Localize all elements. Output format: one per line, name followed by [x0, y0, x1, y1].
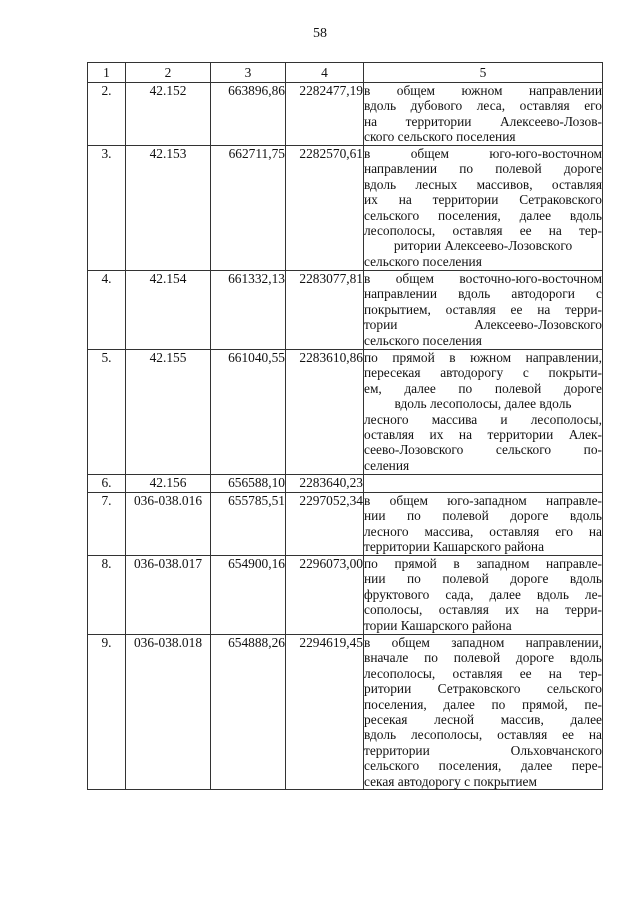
description-line: вдоль дубового леса, оставляя его — [364, 98, 602, 114]
table-row — [88, 350, 603, 475]
coord-y: 2282570,61 — [286, 146, 364, 271]
row-number: 8. — [88, 556, 126, 635]
description-line: вдоль лесных массивов, оставляя — [364, 176, 602, 192]
description-line: направлении по полевой дороге — [364, 161, 602, 177]
description-line: ритории Алексеево-Лозовского — [393, 238, 573, 254]
description-line: секая автодорогу с покрытием — [364, 773, 537, 789]
description-line: в общем западном направлении, — [364, 635, 602, 650]
description-line: вдоль лесополосы, оставляя ее на — [364, 727, 602, 743]
row-number: 9. — [88, 635, 126, 790]
description-line: фруктового сада, далее вдоль ле- — [364, 586, 602, 602]
route-description — [364, 146, 603, 271]
header-col-2: 2 — [126, 63, 211, 83]
table-row — [88, 635, 603, 790]
description-line: по прямой в западном направле- — [364, 556, 602, 571]
coord-y: 2296073,00 — [286, 556, 364, 635]
description-line: в общем южном направлении — [364, 83, 602, 98]
description-line: лесополосы, оставляя ее на тер- — [364, 223, 602, 239]
table-row — [88, 493, 603, 556]
coord-x: 656588,10 — [211, 475, 286, 493]
description-line: лесного массива и лесополосы, — [364, 411, 602, 427]
table-header-row — [88, 63, 603, 83]
description-line: ем, далее по полевой дороге — [364, 380, 602, 396]
description-line: тории Кашарского района — [364, 617, 512, 633]
description-line: сополосы, оставляя их на терри- — [364, 602, 602, 618]
table-row — [88, 556, 603, 635]
point-code: 036-038.016 — [126, 493, 211, 556]
row-number: 6. — [88, 475, 126, 493]
row-number: 5. — [88, 350, 126, 475]
route-description — [364, 475, 603, 493]
description-line: их на территории Сетраковского — [364, 192, 602, 208]
description-line: сельского поселения, далее пере- — [364, 758, 602, 774]
description-line: ритории Сетраковского сельского — [364, 681, 602, 697]
table-row — [88, 475, 603, 493]
point-code: 42.153 — [126, 146, 211, 271]
description-line: поселения, далее по прямой, пе- — [364, 696, 602, 712]
description-line: территории Кашарского района — [364, 539, 545, 555]
route-description — [364, 556, 603, 635]
description-line: лесополосы, оставляя ее на тер- — [364, 665, 602, 681]
description-line: направлении вдоль автодороги с — [364, 286, 602, 302]
point-code: 42.156 — [126, 475, 211, 493]
description-line: покрытием, оставляя ее на терри- — [364, 301, 602, 317]
description-line: территории Ольховчанского — [364, 742, 602, 758]
point-code: 42.154 — [126, 271, 211, 350]
description-line: лесного массива, оставляя его на — [364, 523, 602, 539]
description-line: тории Алексеево-Лозовского — [364, 317, 602, 333]
description-line: сельского поселения — [364, 332, 482, 348]
description-line: сельского поселения — [364, 253, 482, 269]
row-number: 7. — [88, 493, 126, 556]
coord-x: 654900,16 — [211, 556, 286, 635]
coord-x: 663896,86 — [211, 83, 286, 146]
description-line: ресекая лесной массив, далее — [364, 712, 602, 728]
coord-y: 2282477,19 — [286, 83, 364, 146]
description-line: в общем юго-юго-восточном — [364, 146, 602, 161]
description-line: селения — [364, 457, 410, 473]
description-line: в общем восточно-юго-восточном — [364, 271, 602, 286]
table-row — [88, 146, 603, 271]
coord-x: 654888,26 — [211, 635, 286, 790]
description-line: по прямой в южном направлении, — [364, 350, 602, 365]
description-line: пересекая автодорогу с покрыти- — [364, 365, 602, 381]
point-code: 036-038.018 — [126, 635, 211, 790]
row-number: 4. — [88, 271, 126, 350]
description-line: оставляя их на территории Алек- — [364, 427, 602, 443]
route-description — [364, 83, 603, 146]
header-col-1: 1 — [88, 63, 126, 83]
coord-y: 2297052,34 — [286, 493, 364, 556]
coord-y: 2283077,81 — [286, 271, 364, 350]
row-number: 2. — [88, 83, 126, 146]
description-line: нии по полевой дороге вдоль — [364, 508, 602, 524]
point-code: 42.152 — [126, 83, 211, 146]
coord-x: 661040,55 — [211, 350, 286, 475]
description-line: сеево-Лозовского сельского по- — [364, 442, 602, 458]
table-row — [88, 271, 603, 350]
point-code: 42.155 — [126, 350, 211, 475]
coord-y: 2283610,86 — [286, 350, 364, 475]
description-line: вдоль лесополосы, далее вдоль — [394, 396, 572, 412]
coord-x: 661332,13 — [211, 271, 286, 350]
row-number: 3. — [88, 146, 126, 271]
page-number: 58 — [313, 26, 327, 41]
coord-x: 655785,51 — [211, 493, 286, 556]
boundary-points-table — [87, 62, 603, 790]
description-line: нии по полевой дороге вдоль — [364, 571, 602, 587]
coord-x: 662711,75 — [211, 146, 286, 271]
route-description — [364, 350, 603, 475]
description-line: вначале по полевой дороге вдоль — [364, 650, 602, 666]
point-code: 036-038.017 — [126, 556, 211, 635]
route-description — [364, 493, 603, 556]
header-col-4: 4 — [286, 63, 364, 83]
description-line: ского сельского поселения — [364, 129, 516, 145]
route-description — [364, 271, 603, 350]
coord-y: 2294619,45 — [286, 635, 364, 790]
coord-y: 2283640,23 — [286, 475, 364, 493]
description-line: на территории Алексеево-Лозов- — [364, 113, 602, 129]
header-col-5: 5 — [364, 63, 603, 83]
description-line: сельского поселения, далее вдоль — [364, 207, 602, 223]
header-col-3: 3 — [211, 63, 286, 83]
route-description — [364, 635, 603, 790]
table-row — [88, 83, 603, 146]
description-line: в общем юго-западном направле- — [364, 493, 602, 508]
